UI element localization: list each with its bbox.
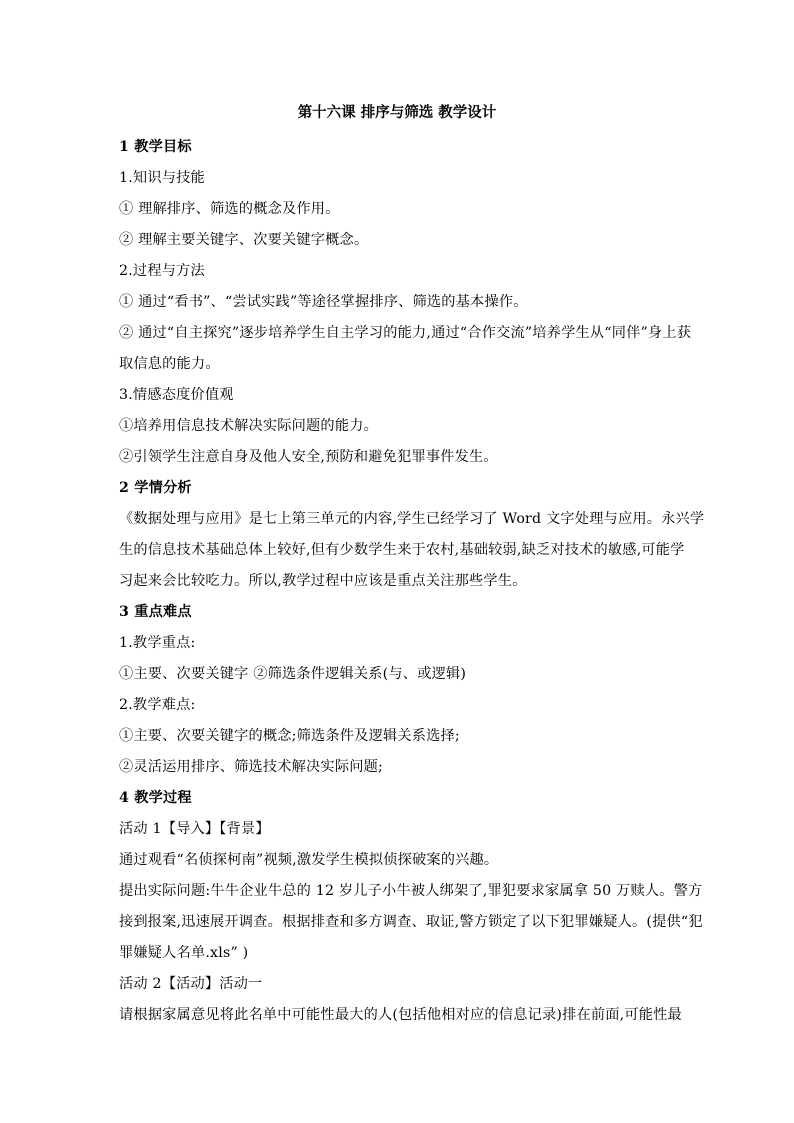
text-line: 活动 2【活动】活动一 xyxy=(119,976,263,992)
text-line: 通过观看“名侦探柯南”视频,激发学生模拟侦探破案的兴趣。 xyxy=(119,852,499,868)
section-heading: 2 学情分析 xyxy=(119,480,192,496)
text-line: ② 理解主要关键字、次要关键字概念。 xyxy=(119,232,369,248)
text-line: 《数据处理与应用》是七上第三单元的内容,学生已经学习了 Word 文字处理与应用。永兴学 xyxy=(119,511,705,527)
text-line: 1.教学重点: xyxy=(119,635,196,651)
text-line: 取信息的能力。 xyxy=(119,356,220,372)
text-line: 接到报案,迅速展开调查。根据排查和多方调查、取证,警方锁定了以下犯罪嫌疑人。(提供“犯 xyxy=(119,914,703,930)
text-line: 请根据家属意见将此名单中可能性最大的人(包括他相对应的信息记录)排在前面,可能性最 xyxy=(119,1007,682,1023)
text-line: ② 通过“自主探究”逐步培养学生自主学习的能力,通过“合作交流”培养学生从“同伴”身上获 xyxy=(119,325,692,341)
text-line: 提出实际问题:牛牛企业牛总的 12 岁儿子小牛被人绑架了,罪犯要求家属拿 50 万赎人。警方 xyxy=(119,883,703,899)
text-line: 习起来会比较吃力。所以,教学过程中应该是重点关注那些学生。 xyxy=(119,573,527,589)
text-line: ① 通过“看书”、“尝试实践”等途径掌握排序、筛选的基本操作。 xyxy=(119,294,528,310)
text-line: 2.过程与方法 xyxy=(119,263,205,279)
text-line: 罪嫌疑人名单.xls” ) xyxy=(119,945,249,961)
text-line: ①培养用信息技术解决实际问题的能力。 xyxy=(119,418,378,434)
text-line: ①主要、次要关键字 ②筛选条件逻辑关系(与、或逻辑) xyxy=(119,666,467,682)
document-body xyxy=(119,132,705,1031)
section-heading: 1 教学目标 xyxy=(119,139,192,155)
section-heading: 3 重点难点 xyxy=(119,604,192,620)
text-line: 生的信息技术基础总体上较好,但有少数学生来于农村,基础较弱,缺乏对技术的敏感,可能学 xyxy=(119,542,685,558)
text-line: ②灵活运用排序、筛选技术解决实际问题; xyxy=(119,759,383,775)
text-line: 活动 1【导入】【背景】 xyxy=(119,821,270,837)
text-line: ②引领学生注意自身及他人安全,预防和避免犯罪事件发生。 xyxy=(119,449,498,465)
section-heading: 4 教学过程 xyxy=(119,790,192,806)
text-line: 1.知识与技能 xyxy=(119,170,205,186)
document-title: 第十六课 排序与筛选 教学设计 xyxy=(297,104,497,121)
text-line: 3.情感态度价值观 xyxy=(119,387,234,403)
text-line: ① 理解排序、筛选的概念及作用。 xyxy=(119,201,340,217)
text-line: ①主要、次要关键字的概念;筛选条件及逻辑关系选择; xyxy=(119,728,460,744)
text-line: 2.教学难点: xyxy=(119,697,196,713)
